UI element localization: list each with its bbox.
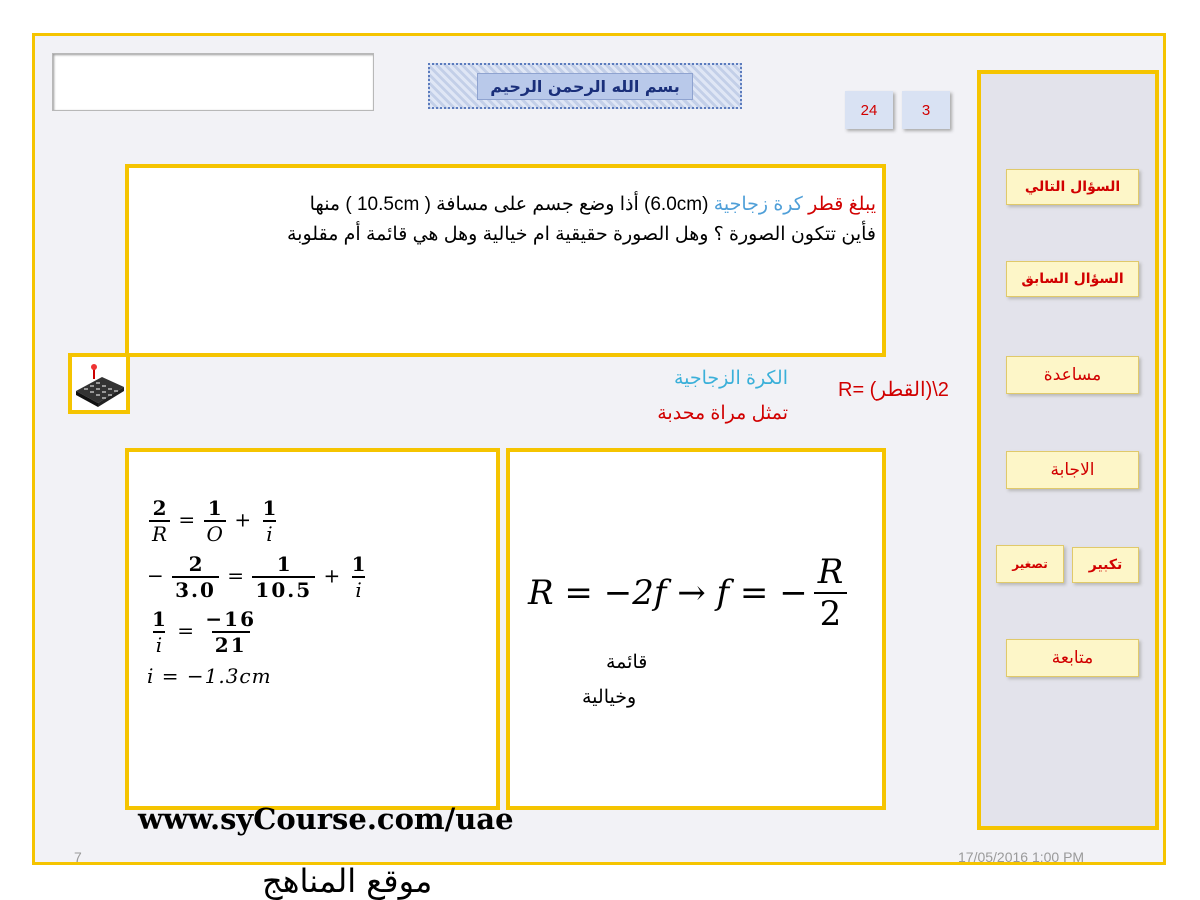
answer-virtual: وخيالية bbox=[582, 687, 637, 708]
question-line-2: فأين تتكون الصورة ؟ وهل الصورة حقيقية ام خيالية وهل هي قائمة أم مقلوبة bbox=[287, 224, 876, 245]
fraction bbox=[202, 607, 259, 657]
numerator: R bbox=[817, 552, 844, 592]
question-current-counter: 3 bbox=[902, 91, 950, 129]
equals-sign: = bbox=[227, 563, 245, 588]
denominator: R bbox=[149, 520, 170, 546]
keyboard-icon-button[interactable] bbox=[68, 353, 130, 414]
page-number: 7 bbox=[74, 849, 82, 865]
numerator: 1 bbox=[276, 552, 291, 576]
numerator: 1 bbox=[207, 496, 222, 520]
equals-sign: = bbox=[177, 618, 195, 643]
keyboard-icon bbox=[72, 357, 126, 410]
denominator: i bbox=[153, 631, 165, 657]
question-word-glass-ball: كرة زجاجية bbox=[713, 194, 803, 215]
answer-button[interactable]: الاجابة bbox=[1006, 451, 1139, 489]
question-line-1-rest: (6.0cm) أذا وضع جسم على مسافة ( 10.5cm ) منها bbox=[309, 194, 709, 215]
numerator: 1 bbox=[262, 496, 277, 520]
equation-line-2 bbox=[147, 552, 371, 602]
site-name: موقع المناهج bbox=[262, 862, 433, 900]
question-line-1 bbox=[131, 190, 876, 220]
numerator: 1 bbox=[351, 552, 366, 576]
denominator: O bbox=[204, 520, 226, 546]
focal-length-formula bbox=[528, 552, 851, 634]
denominator: i bbox=[263, 520, 275, 546]
glass-ball-note: الكرة الزجاجية bbox=[673, 368, 788, 389]
minus-sign: − bbox=[147, 563, 164, 588]
formula-text: R = −2f → f = − bbox=[528, 573, 808, 613]
calculation-panel bbox=[125, 448, 500, 810]
result-panel bbox=[506, 448, 886, 810]
continue-button[interactable]: متابعة bbox=[1006, 639, 1139, 677]
fraction bbox=[259, 496, 279, 546]
plus-sign: + bbox=[234, 507, 252, 532]
denominator: 10.5 bbox=[252, 576, 315, 602]
fraction bbox=[349, 552, 369, 602]
numerator: 1 bbox=[152, 607, 166, 631]
question-word-yablugh: يبلغ bbox=[848, 194, 876, 215]
denominator: i bbox=[352, 576, 364, 602]
fraction bbox=[172, 552, 219, 602]
numerator: −16 bbox=[205, 607, 256, 631]
zoom-out-button[interactable]: تصغير bbox=[996, 545, 1064, 583]
numerator: 2 bbox=[152, 496, 167, 520]
fraction bbox=[252, 552, 315, 602]
equation-line-3 bbox=[147, 607, 261, 657]
convex-mirror-note: تمثل مراة محدبة bbox=[657, 403, 788, 424]
answer-upright: قائمة bbox=[606, 652, 648, 673]
numerator: 2 bbox=[188, 552, 203, 576]
equation-line-4: i = −1.3cm bbox=[147, 664, 272, 688]
denominator: 21 bbox=[212, 631, 250, 657]
fraction bbox=[204, 496, 226, 546]
equals-sign: = bbox=[178, 507, 196, 532]
question-box bbox=[125, 164, 886, 357]
help-button[interactable]: مساعدة bbox=[1006, 356, 1139, 394]
website-url: www.syCourse.com/uae bbox=[138, 802, 514, 836]
question-total-counter: 24 bbox=[845, 91, 893, 129]
date-time: 17/05/2016 1:00 PM bbox=[958, 849, 1085, 865]
plus-sign: + bbox=[323, 563, 341, 588]
answer-input-box[interactable] bbox=[52, 53, 374, 111]
radius-formula: R= (القطر)\2 bbox=[838, 379, 949, 401]
question-word-diameter: قطر bbox=[808, 194, 844, 215]
equation-line-1 bbox=[147, 496, 281, 546]
zoom-in-button[interactable]: تكبير bbox=[1072, 547, 1139, 583]
bismillah-text: بسم الله الرحمن الرحيم bbox=[477, 73, 692, 100]
fraction bbox=[149, 496, 170, 546]
denominator: 3.0 bbox=[172, 576, 219, 602]
fraction bbox=[812, 552, 850, 634]
question-text bbox=[131, 190, 876, 250]
bismillah-banner bbox=[428, 63, 742, 109]
previous-question-button[interactable]: السؤال السابق bbox=[1006, 261, 1139, 297]
fraction bbox=[149, 607, 169, 657]
next-question-button[interactable]: السؤال التالي bbox=[1006, 169, 1139, 205]
denominator: 2 bbox=[814, 592, 848, 634]
